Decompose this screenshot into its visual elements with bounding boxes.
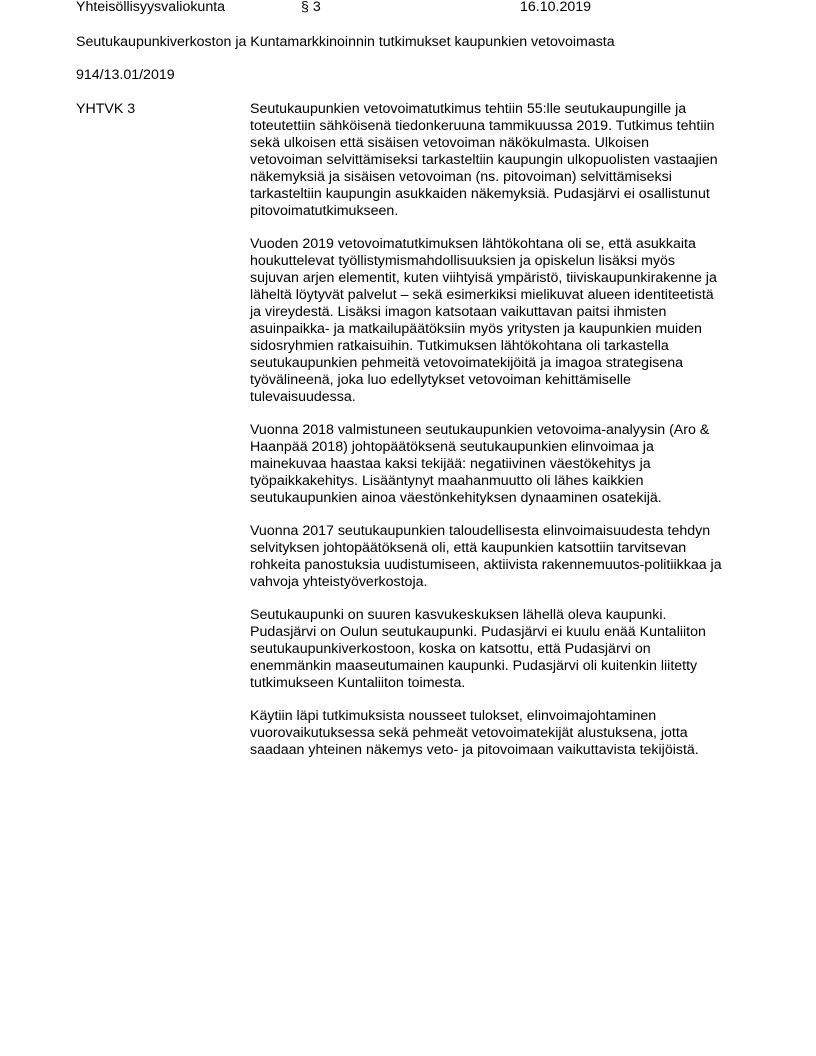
- paragraph-line: sidosryhmien ratkaisuihin. Tutkimuksen lähtökohtana oli tarkastella: [250, 338, 669, 354]
- body-text: [250, 101, 750, 775]
- paragraph-line: seutukaupunkien pehmeitä vetovoimatekijöitä ja imagoa strategisena: [250, 355, 683, 371]
- paragraph-line: näkemyksiä ja sisäisen vetovoiman (ns. pitovoiman) selvittämiseksi: [250, 169, 672, 185]
- paragraph-line: seutukaupunkiverkostoon, koska on katsottu, että Pudasjärvi on: [250, 641, 651, 657]
- document-number: 914/13.01/2019: [76, 67, 175, 83]
- paragraph-line: Haanpää 2018) johtopäätöksenä seutukaupunkien elinvoimaa ja: [250, 439, 654, 455]
- paragraph-line: tarkasteltiin kaupungin asukkaiden näkemyksiä. Pudasjärvi ei osallistunut: [250, 186, 710, 202]
- paragraph-line: pitovoimatutkimukseen.: [250, 203, 399, 219]
- paragraph-line: Vuonna 2017 seutukaupunkien taloudellisesta elinvoimaisuudesta tehdyn: [250, 523, 711, 539]
- paragraph-line: vuorovaikutuksessa sekä pehmeät vetovoimatekijät alustuksena, jotta: [250, 725, 688, 741]
- meeting-date: 16.10.2019: [520, 0, 592, 15]
- paragraph-line: toteutettiin sähköisenä tiedonkeruuna tammikuussa 2019. Tutkimus tehtiin: [250, 118, 715, 134]
- paragraph-line: saadaan yhteinen näkemys veto- ja pitovoimaan vaikuttavista tekijöistä.: [250, 742, 699, 758]
- paragraph-line: Vuonna 2018 valmistuneen seutukaupunkien vetovoima-analyysin (Aro &: [250, 422, 710, 438]
- paragraph-line: seutukaupunkien ainoa väestönkehityksen dynaaminen osatekijä.: [250, 490, 662, 506]
- paragraph-line: vetovoiman selvittämiseksi tarkasteltiin kaupungin ulkopuolisten vastaajien: [250, 152, 718, 168]
- paragraph-line: Pudasjärvi on Oulun seutukaupunki. Pudasjärvi ei kuulu enää Kuntaliiton: [250, 624, 706, 640]
- paragraph-line: läheltä löytyvät palvelut – sekä esimerkiksi mielikuvat alueen identiteetistä: [250, 287, 714, 303]
- paragraph-line: enemmänkin maaseutumainen kaupunki. Pudasjärvi oli kuitenkin liitetty: [250, 658, 698, 674]
- paragraph: [250, 607, 750, 692]
- paragraph-line: Vuoden 2019 vetovoimatutkimuksen lähtökohtana oli se, että asukkaita: [250, 236, 696, 252]
- paragraph-line: houkuttelevat työllistymismahdollisuuksien ja opiskelun lisäksi myös: [250, 253, 676, 269]
- paragraph-line: asuinpaikka- ja matkailupäätöksiin myös yritysten ja kaupunkien muiden: [250, 321, 702, 337]
- paragraph-line: rohkeita panostuksia uudistumiseen, aktiivista rakennemuutos-politiikkaa ja: [250, 557, 722, 573]
- section-number: § 3: [301, 0, 321, 15]
- paragraph-line: vahvoja yhteistyöverkostoja.: [250, 574, 428, 590]
- paragraph-line: Seutukaupunki on suuren kasvukeskuksen lähellä oleva kaupunki.: [250, 607, 667, 623]
- paragraph-line: Käytiin läpi tutkimuksista nousseet tulokset, elinvoimajohtaminen: [250, 708, 657, 724]
- paragraph-line: työpaikkakehitys. Lisääntynyt maahanmuutto oli lähes kaikkien: [250, 473, 644, 489]
- paragraph-line: ja vireydestä. Lisäksi imagon katsotaan vaikuttavan paitsi ihmisten: [250, 304, 667, 320]
- paragraph: [250, 708, 750, 759]
- paragraph-line: tulevaisuudessa.: [250, 389, 356, 405]
- paragraph-line: työvälineenä, joka luo edellytykset vetovoiman kehittämiselle: [250, 372, 631, 388]
- paragraph-line: Seutukaupunkien vetovoimatutkimus tehtiin 55:lle seutukaupungille ja: [250, 101, 687, 117]
- paragraph-line: sekä ulkoisen että sisäisen vetovoiman näkökulmasta. Ulkoisen: [250, 135, 650, 151]
- committee-name: Yhteisöllisyysvaliokunta: [76, 0, 226, 15]
- paragraph-line: mainekuvaa haastaa kaksi tekijää: negatiivinen väestökehitys ja: [250, 456, 651, 472]
- paragraph-line: tutkimukseen Kuntaliiton toimesta.: [250, 675, 466, 691]
- paragraph: [250, 101, 750, 220]
- subject-title: Seutukaupunkiverkoston ja Kuntamarkkinoinnin tutkimukset kaupunkien vetovoimasta: [76, 34, 615, 50]
- paragraph: [250, 422, 750, 507]
- preparer-code: YHTVK 3: [76, 101, 136, 117]
- paragraph: [250, 236, 750, 406]
- paragraph: [250, 523, 750, 591]
- paragraph-line: sujuvan arjen elementit, kuten viihtyisä ympäristö, tiiviskaupunkirakenne ja: [250, 270, 717, 286]
- paragraph-line: selvityksen johtopäätöksenä oli, että kaupunkien katsottiin tarvitsevan: [250, 540, 687, 556]
